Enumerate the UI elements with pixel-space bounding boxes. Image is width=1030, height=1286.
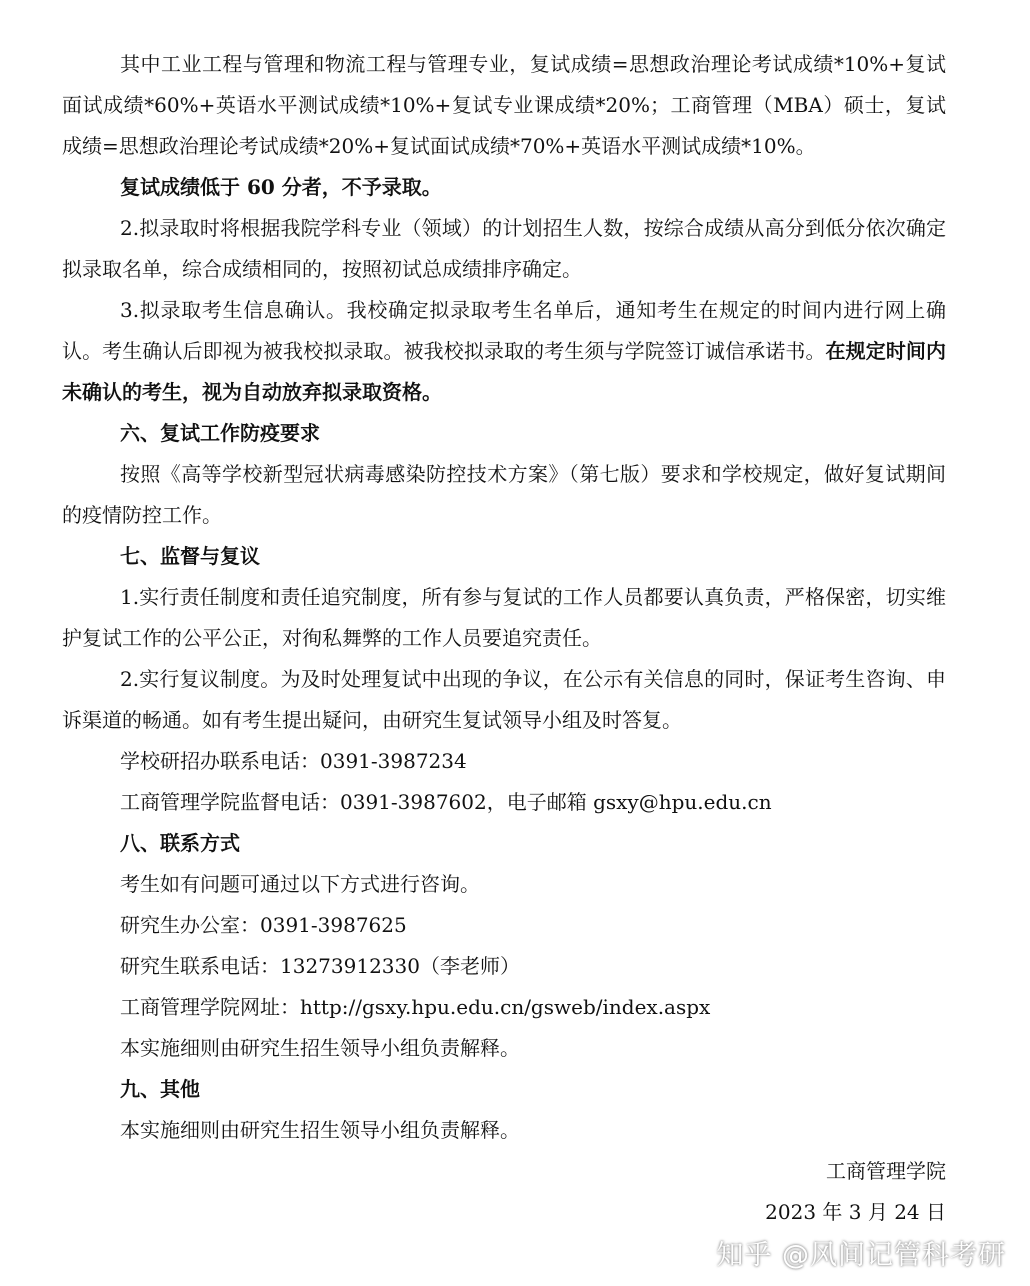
paragraph-interpretation: 本实施细则由研究生招生领导小组负责解释。: [120, 1036, 520, 1060]
paragraph-contact-intro: 考生如有问题可通过以下方式进行咨询。: [120, 872, 480, 896]
heading-epidemic: 六、复试工作防疫要求: [120, 421, 320, 445]
paragraph-grad-phone: 研究生联系电话：13273912330（李老师）: [120, 954, 520, 978]
confirmation-warning: 在规定时间内未确认的考生，视为自动放弃拟录取资格。: [62, 339, 947, 404]
paragraph-epidemic: 按照《高等学校新型冠状病毒感染防控技术方案》（第七版）要求和学校规定，做好复试期间的疫情防控工作。: [62, 462, 946, 527]
paragraph-interpretation-2: 本实施细则由研究生招生领导小组负责解释。: [120, 1118, 520, 1142]
heading-contact: 八、联系方式: [120, 831, 240, 855]
signature-org: 工商管理学院: [826, 1159, 946, 1183]
paragraph-website: 工商管理学院网址：http://gsxy.hpu.edu.cn/gsweb/index.aspx: [120, 995, 711, 1019]
document-body: [62, 44, 946, 1233]
paragraph-responsibility: 1.实行责任制度和责任追究制度，所有参与复试的工作人员都要认真负责，严格保密，切实维护复试工作的公平公正，对徇私舞弊的工作人员要追究责任。: [62, 585, 946, 650]
paragraph-score-formula: 其中工业工程与管理和物流工程与管理专业，复试成绩=思想政治理论考试成绩*10%+复试面试成绩*60%+英语水平测试成绩*10%+复试专业课成绩*20%；工商管理（MBA）硕士，复试成绩=思想政治理论考试成绩*20%+复试面试成绩*70%+英语水平测试成绩*10%。: [62, 52, 946, 158]
paragraph-confirmation: [62, 290, 946, 413]
signature-date: 2023 年 3 月 24 日: [765, 1200, 946, 1224]
paragraph-min-score: 复试成绩低于 60 分者，不予录取。: [120, 175, 442, 199]
paragraph-grad-office: 研究生办公室：0391-3987625: [120, 913, 407, 937]
watermark-text: 知乎 @风间记管科考研: [716, 1240, 1006, 1271]
paragraph-admission-list: 2.拟录取时将根据我院学科专业（领域）的计划招生人数，按综合成绩从高分到低分依次确定拟录取名单，综合成绩相同的，按照初试总成绩排序确定。: [62, 216, 946, 281]
heading-other: 九、其他: [120, 1077, 200, 1101]
paragraph-review: 2.实行复议制度。为及时处理复试中出现的争议，在公示有关信息的同时，保证考生咨询、申诉渠道的畅通。如有考生提出疑问，由研究生复试领导小组及时答复。: [62, 667, 946, 732]
paragraph-office-phone: 学校研招办联系电话：0391-3987234: [120, 749, 467, 773]
confirmation-text: 3.拟录取考生信息确认。我校确定拟录取考生名单后，通知考生在规定的时间内进行网上确认。考生确认后即视为被我校拟录取。被我校拟录取的考生须与学院签订诚信承诺书。: [62, 298, 946, 363]
paragraph-supervision-contact: 工商管理学院监督电话：0391-3987602，电子邮箱 gsxy@hpu.edu.cn: [120, 790, 772, 814]
heading-supervision: 七、监督与复议: [120, 544, 260, 568]
